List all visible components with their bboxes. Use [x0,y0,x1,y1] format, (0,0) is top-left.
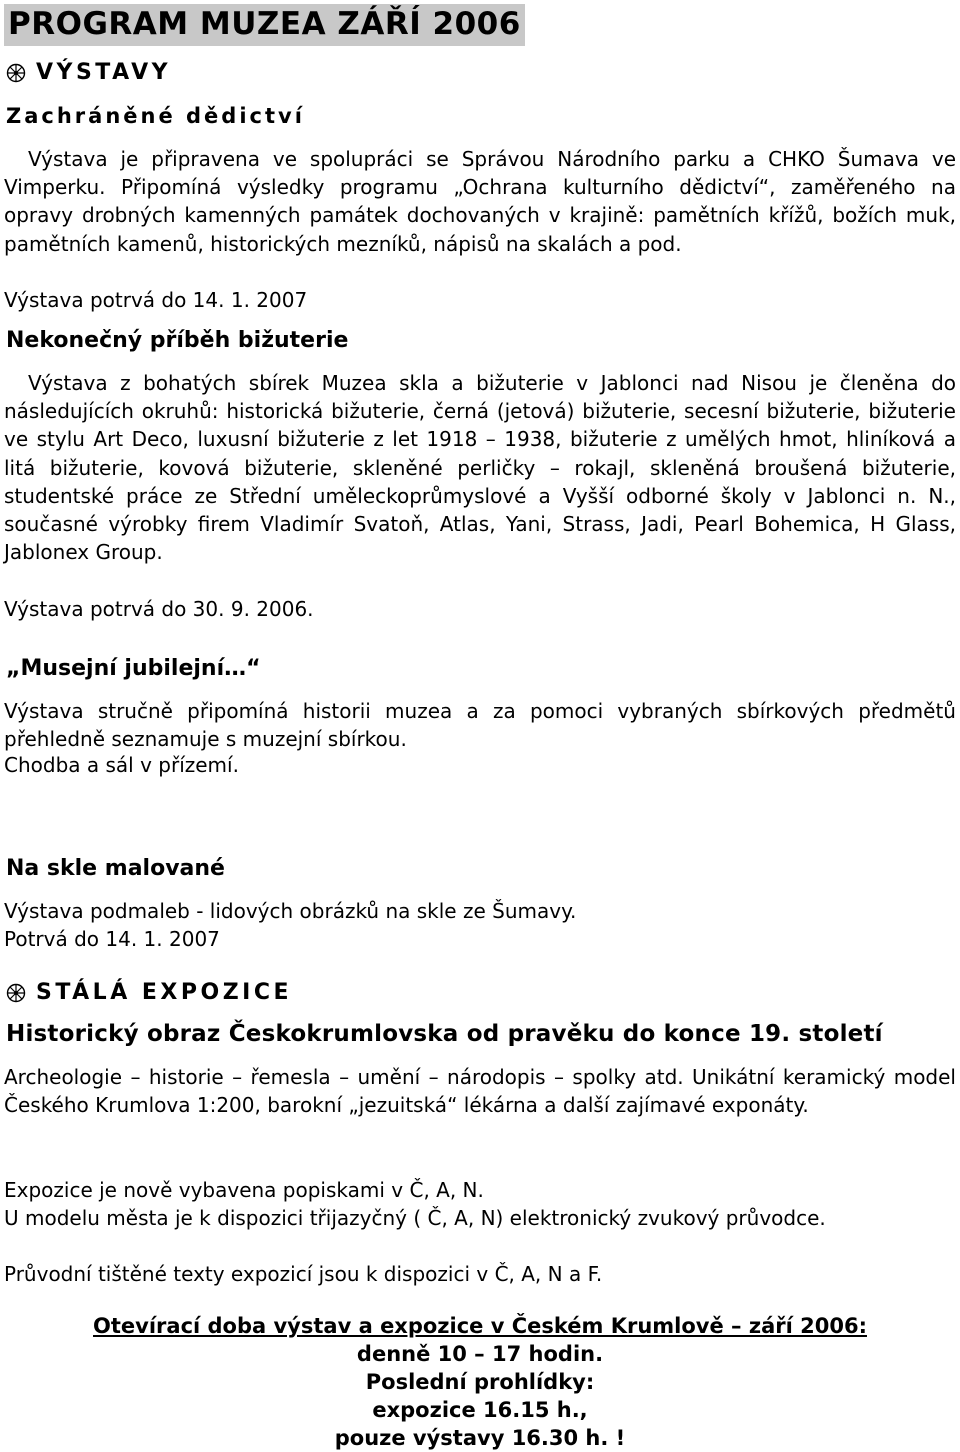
exhibition-duration: Výstava potrvá do 14. 1. 2007 [4,288,308,312]
section-heading-vystavy [6,59,171,87]
section-heading-stala-expozice [6,979,292,1007]
permanent-note: Průvodní tištěné texty expozicí jsou k dispozici v Č, A, N a F. [4,1262,603,1286]
exhibition-title: Nekonečný příběh bižuterie [6,328,349,353]
exhibition-text: Výstava stručně připomíná historii muzea a za pomoci vybraných sbírkových předmětů přehledně seznamuje s muzejní sbírkou. [4,699,956,752]
section-label: VÝSTAVY [36,60,172,85]
permanent-note: Expozice je nově vybavena popiskami v Č, A, N. [4,1178,484,1202]
exhibition-title: Zachráněné dědictví [6,104,305,128]
opening-hours-heading: Otevírací doba výstav a expozice v Českém Krumlově – září 2006: [93,1314,867,1338]
exhibition-location: Chodba a sál v přízemí. [4,753,239,777]
exhibition-title: „Musejní jubilejní…“ [6,656,261,681]
last-tours-label: Poslední prohlídky: [365,1370,595,1394]
exhibition-text: Výstava z bohatých sbírek Muzea skla a bižuterie v Jablonci nad Nisou je členěna do následujících okruhů: historická bižuterie, černá (jetová) bižuterie, secesní bižuterie, bižuterie ve stylu Art Deco, luxusní bižuterie z let 1918 – 1938, bižuterie z umělých hmot, hliníková a litá bižuterie, kovová bižuterie, skleněné perličky – rokajl, skleněná broušená bižuterie, studentské práce ze Střední uměleckoprůmyslové a Vyšší odborné školy v Jablonci n. N., současné výrobky firem Vladimír Svatoň, Atlas, Yani, Strass, Jadi, Pearl Bohemica, H Glass, Jablonex Group. [4,371,956,565]
exhibition-text: Výstava je připravena ve spolupráci se Správou Národního parku a CHKO Šumava ve Vimperku. Připomíná výsledky programu „Ochrana kulturního dědictví“, zaměřeného na opravy drobných kamenných památek dochovaných v krajině: pamětních křížů, božích muk, pamětních kamenů, historických mezníků, nápisů na skalách a pod. [4,147,956,256]
opening-hours-daily: denně 10 – 17 hodin. [356,1342,604,1366]
section-label: STÁLÁ EXPOZICE [36,980,293,1005]
permanent-exhibition-title: Historický obraz Českokrumlovska od pravěku do konce 19. století [6,1021,883,1047]
permanent-note: U modelu města je k dispozici třijazyčný ( Č, A, N) elektronický zvukový průvodce. [4,1206,826,1230]
last-tour-expozice: expozice 16.15 h., [372,1398,588,1422]
page-title: PROGRAM MUZEA ZÁŘÍ 2006 [4,4,525,46]
exhibition-duration: Výstava potrvá do 30. 9. 2006. [4,597,314,621]
exhibition-title: Na skle malované [6,856,225,881]
exhibition-text: Výstava podmaleb - lidových obrázků na skle ze Šumavy. [4,899,577,923]
flower-bullet-icon [6,983,26,1003]
opening-hours [0,1312,960,1452]
last-tour-vystavy: pouze výstavy 16.30 h. ! [334,1426,626,1450]
permanent-exhibition-text: Archeologie – historie – řemesla – umění – národopis – spolky atd. Unikátní keramický model Českého Krumlova 1:200, barokní „jezuitská“ lékárna a další zajímavé exponáty. [4,1065,956,1118]
exhibition-duration: Potrvá do 14. 1. 2007 [4,927,220,951]
flower-bullet-icon [6,63,26,83]
